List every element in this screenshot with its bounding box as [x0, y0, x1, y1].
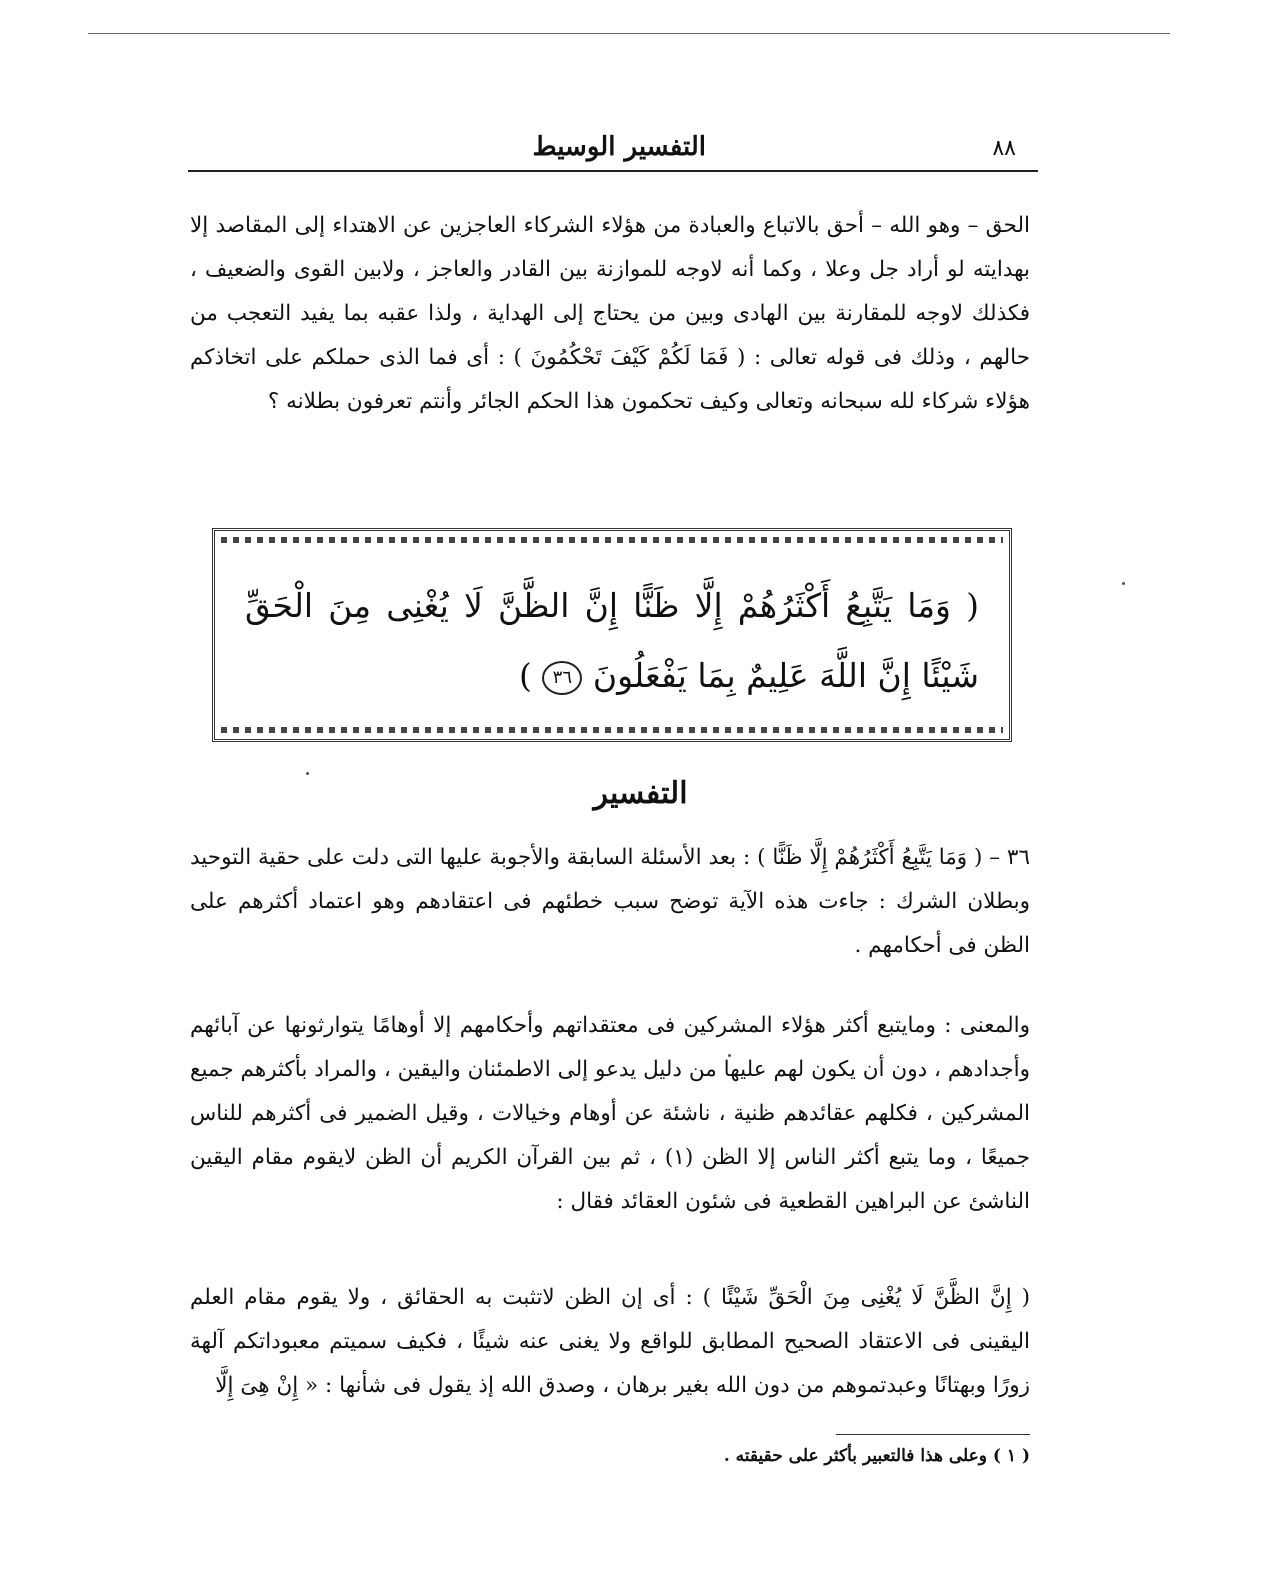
paragraph-zann: ( إِنَّ الظَّنَّ لَا يُغْنِى مِنَ الْحَقِّ شَيْئًا ) : أى إن الظن لاتثبت به الحقائق ، ولا يقوم مقام العلم اليقينى فى الاعتقاد الصحيح المطابق للواقع ولا يغنى عنه شيئًا ، فكيف سميتم معبوداتكم آلهة زورًا وبهتانًا وعبدتموهم من دون الله بغير برهان ، وصدق الله إذ يقول فى شأنها : « إِنْ هِىَ إِلَّا — [190, 1285, 1030, 1398]
paragraph-meaning: والمعنى : ومايتبع أكثر هؤلاء المشركين فى معتقداتهم وأحكامهم إلا أوهامًا يتوارثونها عن آبائهم وأجدادهم ، دون أن يكون لهم عليها من دليل يدعو إلى الاطمئنان واليقين ، والمراد بأكثرهم جميع المشركين ، فكلهم عقائدهم ظنية ، ناشئة عن أوهام وخيالات ، وقيل الضمير فى أكثرهم للناس جميعًا ، وما يتبع أكثر الناس إلا الظن (١) ، ثم بين القرآن الكريم أن الظن لايقوم مقام اليقين الناشئ عن البراهين القطعية فى شئون العقائد فقال : — [190, 1013, 1030, 1214]
header-rule — [188, 170, 1038, 172]
quran-verse-frame — [212, 528, 1012, 742]
footnote: ( ١ ) وعلى هذا فالتعبير بأكثر على حقيقته . — [723, 1446, 1030, 1466]
verse-text: ( وَمَا يَتَّبِعُ أَكْثَرُهُمْ إِلَّا ظَنًّا إِنَّ الظَّنَّ لَا يُغْنِى مِنَ الْحَقِّ شَيْئًا إِنَّ اللَّهَ عَلِيمٌ بِمَا يَفْعَلُونَ — [245, 586, 979, 695]
page-header — [188, 130, 1038, 172]
running-title: التفسير الوسيط — [532, 132, 706, 162]
scan-speck — [728, 1054, 731, 1057]
paragraph-intro: الحق – وهو الله – أحق بالاتباع والعبادة من هؤلاء الشركاء العاجزين عن الاهتداء إلى المقاصد إلا بهدايته لو أراد جل وعلا ، وكما أنه لاوجه للموازنة بين القادر والعاجز ، ولابين القوى والضعيف ، فكذلك لاوجه للمقارنة بين الهادى وبين من يحتاج إلى الهداية ، ولذا عقبه بما يفيد التعجب من حالهم ، وذلك فى قوله تعالى : ( فَمَا لَكُمْ كَيْفَ تَحْكُمُونَ ) : أى فما الذى حملكم على اتخاذكم هؤلاء شركاء لله سبحانه وتعالى وكيف تحكمون هذا الحكم الجائر وأنتم تعرفون بطلانه ؟ — [190, 213, 1030, 414]
top-border-rule — [88, 33, 1170, 34]
paragraph-verse-36: ٣٦ – ( وَمَا يَتَّبِعُ أَكْثَرُهُمْ إِلَّا ظَنًّا ) : بعد الأسئلة السابقة والأجوبة عليها التى دلت على حقية التوحيد وبطلان الشرك : جاءت هذه الآية توضح سبب خطئهم فى اعتقادهم وهو اعتماد أكثرهم على الظن فى أحكامهم . — [190, 845, 1030, 958]
quran-verse — [245, 571, 979, 711]
scan-speck — [306, 772, 309, 775]
verse-number-marker: ٣٦ — [542, 661, 582, 695]
page-number: ٨٨ — [992, 136, 1016, 161]
scan-speck — [1122, 582, 1125, 585]
footnote-rule — [836, 1434, 1030, 1435]
verse-close-paren: ) — [518, 656, 532, 695]
section-title-tafsir: التفسير — [593, 776, 688, 811]
